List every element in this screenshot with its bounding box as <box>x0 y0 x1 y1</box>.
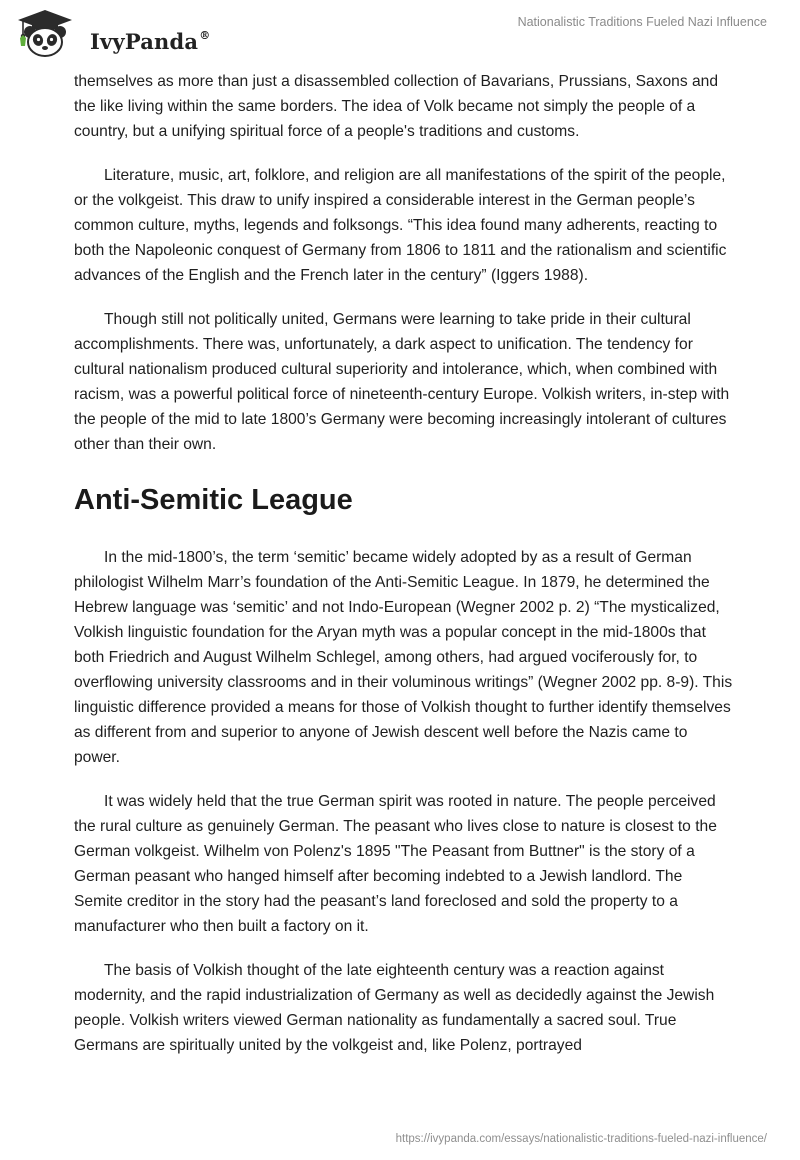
paragraph: Though still not politically united, Germans were learning to take pride in their cultural accomplishments. There was, unfortunately, a dark aspect to unification. The tendency for cultural nationalism produced cultural superiority and intolerance, which, when combined with racism, was a powerful political force of nineteenth-century Europe. Volkish writers, in-step with the people of the mid to late 1800’s Germany were becoming increasingly intolerant of cultures other than their own. <box>74 311 730 453</box>
paragraph: The basis of Volkish thought of the late eighteenth century was a reaction against modernity, and the rapid industrialization of Germany as well as decidedly against the Jewish people. Volkish writers viewed German nationality as fundamentally a sacred soul. True Germans are spiritually united by the volkgeist and, like Polenz, portrayed <box>74 962 715 1054</box>
brand-name: IvyPanda® <box>90 29 211 54</box>
section-heading: Anti-Semitic League <box>74 484 353 516</box>
page-header <box>0 0 800 70</box>
paragraph: Literature, music, art, folklore, and religion are all manifestations of the spirit of the people, or the volkgeist. This draw to unify inspired a considerable interest in the German people’s common culture, myths, legends and folksongs. “This idea found many adherents, reacting to both the Napoleonic conquest of Germany from 1806 to 1811 and the rationalism and scientific advances of the English and the French later in the century” (Iggers 1988). <box>74 167 727 284</box>
paragraph: In the mid-1800’s, the term ‘semitic’ became widely adopted by as a result of German philologist Wilhelm Marr’s foundation of the Anti-Semitic League. In 1879, he determined the Hebrew language was ‘semitic’ and not Indo-European (Wegner 2002 p. 2) “The mysticalized, Volkish linguistic foundation for the Aryan myth was a popular concept in the mid-1800s that both Friedrich and August Wilhelm Schlegel, among others, had argued vociferously for, to overflowing university classrooms and in their voluminous writings” (Wegner 2002 pp. 8-9). This linguistic difference provided a means for those of Volkish thought to further identify themselves as different from and superior to anyone of Jewish descent well before the Nazis came to power. <box>74 549 733 766</box>
document-title: Nationalistic Traditions Fueled Nazi Influence <box>517 15 767 29</box>
registered-mark: ® <box>199 29 211 42</box>
source-url[interactable]: https://ivypanda.com/essays/nationalistic-traditions-fueled-nazi-influence/ <box>395 1133 767 1145</box>
brand-logo[interactable] <box>14 8 211 58</box>
article-body <box>74 69 734 1077</box>
paragraph: themselves as more than just a disassembled collection of Bavarians, Prussians, Saxons and the like living within the same borders. The idea of Volk became not simply the people of a country, but a unifying spiritual force of a people's traditions and customs. <box>74 73 719 140</box>
panda-icon <box>14 8 76 58</box>
paragraph: It was widely held that the true German spirit was rooted in nature. The people perceived the rural culture as genuinely German. The peasant who lives close to nature is closest to the German volkgeist. Wilhelm von Polenz's 1895 "The Peasant from Buttner" is the story of a German peasant who hanged himself after becoming indebted to a Jewish landlord. The Semite creditor in the story had the peasant’s land foreclosed and sold the property to a manufacturer who then built a factory on it. <box>74 793 717 935</box>
